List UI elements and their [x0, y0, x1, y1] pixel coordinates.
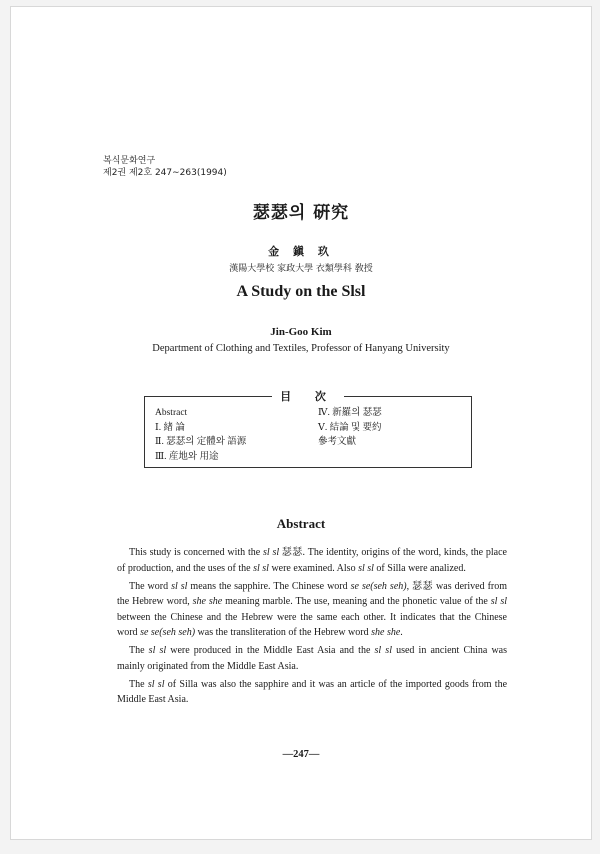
- abstract-body: [117, 545, 507, 710]
- english-affiliation: Department of Clothing and Textiles, Professor of Hanyang University: [152, 343, 450, 354]
- page-number: —247—: [282, 749, 320, 760]
- english-author: Jin-Goo Kim: [270, 326, 332, 338]
- abstract-heading: Abstract: [276, 516, 326, 531]
- toc-item-introduction: Ⅰ. 緖 論: [155, 422, 185, 433]
- toc-right-column: [318, 406, 382, 450]
- table-of-contents: [144, 390, 472, 468]
- korean-title: 瑟瑟의 硏究: [252, 203, 350, 223]
- abstract-paragraph: The sl sl of Silla was also the sapphire and it was an article of the imported goods from the Middle East Asia.: [117, 678, 508, 705]
- abstract-paragraph: The word sl sl means the sapphire. The Chinese word se se(seh seh), 瑟瑟 was derived from the Hebrew word, she she meaning marble. The use, meaning and the phonetic value of the sl sl between the Chinese and the Hebrew were the same each other. It indicates that the Chinese word se se(seh seh) was the transliteration of the Hebrew word she she.: [117, 580, 508, 638]
- abstract-paragraph: This study is concerned with the sl sl 瑟瑟. The identity, origins of the word, kinds, the place of production, and the uses of the sl sl were examined. Also sl sl of Silla were analized.: [117, 547, 507, 574]
- toc-item-production-uses: Ⅲ. 産地와 用途: [155, 451, 219, 462]
- toc-item-identity-etymology: Ⅱ. 瑟瑟의 定體와 語源: [155, 437, 247, 447]
- toc-item-abstract: Abstract: [155, 408, 188, 418]
- journal-name: 복식문화연구: [103, 156, 156, 166]
- paper-page: [10, 6, 592, 840]
- abstract-paragraph: The sl sl were produced in the Middle East Asia and the sl sl used in ancient China was mainly originated from the Middle East Asia.: [117, 645, 508, 672]
- journal-citation: 제2권 제2호 247∼263(1994): [103, 168, 227, 178]
- english-title: A Study on the Slsl: [236, 283, 366, 300]
- korean-affiliation: 漢陽大學校 家政大學 衣類學科 敎授: [229, 264, 373, 274]
- journal-info: [103, 155, 227, 179]
- toc-item-conclusion: Ⅴ. 結論 및 要約: [318, 422, 382, 433]
- toc-left-column: [155, 406, 246, 464]
- toc-item-references: 參考文獻: [318, 437, 357, 447]
- toc-title: 目 次: [272, 390, 344, 403]
- korean-author: 金 鎭 玖: [268, 245, 334, 258]
- toc-item-silla: Ⅳ. 新羅의 瑟瑟: [318, 408, 382, 418]
